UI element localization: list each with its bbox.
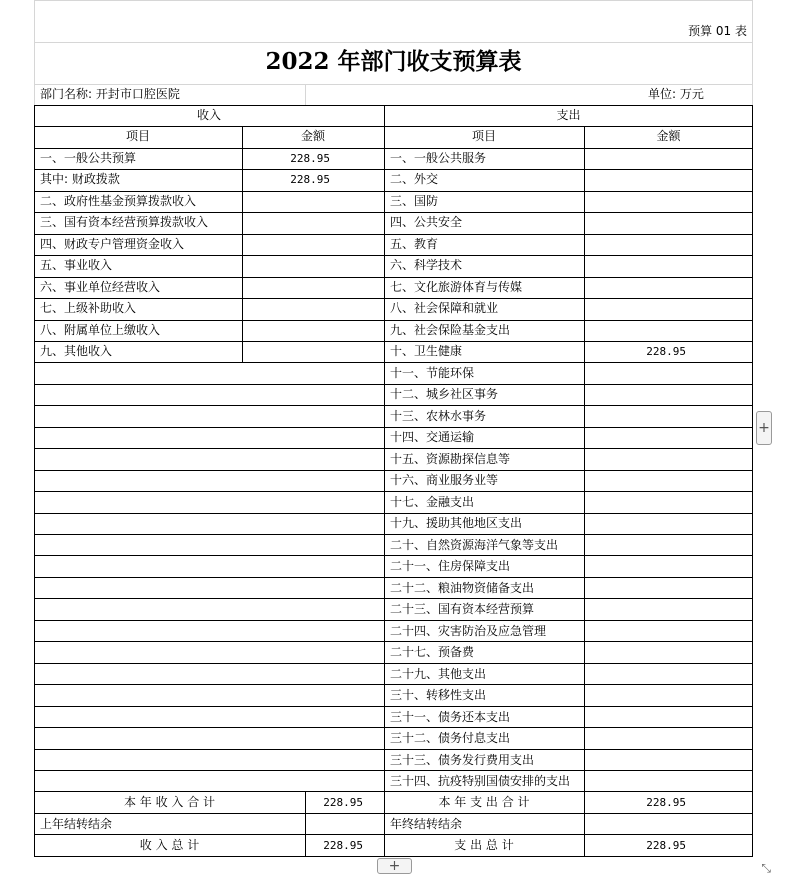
grid-line xyxy=(752,0,753,105)
income-amount: 228.95 xyxy=(290,173,330,186)
expense-item: 四、公共安全 xyxy=(390,215,463,229)
table-border xyxy=(384,105,385,856)
expense-item: 十四、交通运输 xyxy=(390,430,475,444)
expense-item: 二十一、住房保障支出 xyxy=(390,559,511,573)
resize-handle-icon[interactable]: ⤡ xyxy=(761,861,771,875)
table-border xyxy=(34,641,753,642)
expense-item: 十三、农林水事务 xyxy=(390,409,487,423)
table-border xyxy=(34,470,753,471)
carry-out-label: 年终结转结余 xyxy=(390,817,463,831)
table-border xyxy=(584,126,585,856)
expense-item: 十九、援助其他地区支出 xyxy=(390,516,523,530)
expense-amount: 228.95 xyxy=(646,345,686,358)
expense-item: 三十、转移性支出 xyxy=(390,688,487,702)
table-border xyxy=(34,105,753,106)
expense-year-total-amount: 228.95 xyxy=(646,796,686,809)
table-border xyxy=(34,169,753,170)
income-item-header: 项目 xyxy=(125,129,150,143)
table-border xyxy=(34,148,753,149)
table-border xyxy=(34,277,753,278)
income-grand-total-amount: 228.95 xyxy=(323,839,363,852)
expense-item: 三十四、抗疫特别国债安排的支出 xyxy=(390,774,571,788)
table-border xyxy=(34,341,753,342)
income-amount-header: 金额 xyxy=(300,129,325,143)
income-year-total-label: 本 年 收 入 合 计 xyxy=(123,795,216,809)
table-border xyxy=(752,105,753,856)
table-border xyxy=(34,598,753,599)
income-item: 六、事业单位经营收入 xyxy=(40,280,161,294)
grid-line xyxy=(34,0,753,1)
expense-item: 二、外交 xyxy=(390,172,439,186)
income-item: 三、国有资本经营预算拨款收入 xyxy=(40,215,209,229)
expense-item: 三、国防 xyxy=(390,194,439,208)
income-amount: 228.95 xyxy=(290,152,330,165)
table-border xyxy=(34,191,753,192)
table-border xyxy=(34,555,753,556)
income-grand-total-label: 收 入 总 计 xyxy=(139,838,200,852)
income-item: 七、上级补助收入 xyxy=(40,301,137,315)
table-border xyxy=(34,663,753,664)
table-border xyxy=(34,791,753,792)
table-border xyxy=(34,749,753,750)
income-section-header: 收入 xyxy=(196,108,221,122)
table-border xyxy=(34,255,753,256)
table-border xyxy=(34,234,753,235)
grid-line xyxy=(34,0,35,105)
table-border xyxy=(34,620,753,621)
table-border xyxy=(242,126,243,362)
expense-item: 七、文化旅游体育与传媒 xyxy=(390,280,523,294)
income-item: 八、附属单位上缴收入 xyxy=(40,323,161,337)
table-border xyxy=(34,298,753,299)
expense-item: 五、教育 xyxy=(390,237,439,251)
expense-item: 二十九、其他支出 xyxy=(390,667,487,681)
add-row-button[interactable]: + xyxy=(377,858,412,874)
expense-item: 十五、资源勘探信息等 xyxy=(390,452,511,466)
table-border xyxy=(34,384,753,385)
table-border xyxy=(34,834,753,835)
table-border xyxy=(34,105,35,856)
table-border xyxy=(34,706,753,707)
table-border xyxy=(34,856,753,857)
table-border xyxy=(34,813,753,814)
expense-item: 二十二、粮油物资储备支出 xyxy=(390,581,535,595)
income-item: 二、政府性基金预算拨款收入 xyxy=(40,194,197,208)
income-item: 其中: 财政拨款 xyxy=(40,172,120,186)
grid-line xyxy=(305,84,306,105)
department-label: 部门名称: 开封市口腔医院 xyxy=(40,87,180,101)
table-border xyxy=(34,770,753,771)
table-border xyxy=(34,448,753,449)
expense-item: 十、卫生健康 xyxy=(390,344,463,358)
expense-amount-header: 金额 xyxy=(656,129,681,143)
table-border xyxy=(34,405,753,406)
income-item: 四、财政专户管理资金收入 xyxy=(40,237,185,251)
grid-line xyxy=(34,84,753,85)
expense-year-total-label: 本 年 支 出 合 计 xyxy=(438,795,530,809)
add-column-button[interactable]: + xyxy=(756,411,772,445)
expense-grand-total-amount: 228.95 xyxy=(646,839,686,852)
table-border xyxy=(34,362,753,363)
income-year-total-amount: 228.95 xyxy=(323,796,363,809)
budget-sheet xyxy=(34,0,753,856)
unit-label: 单位: 万元 xyxy=(648,87,704,101)
table-border xyxy=(34,427,753,428)
expense-item: 三十二、债务付息支出 xyxy=(390,731,511,745)
expense-item: 十二、城乡社区事务 xyxy=(390,387,499,401)
income-item: 一、一般公共预算 xyxy=(40,151,137,165)
expense-section-header: 支出 xyxy=(556,108,581,122)
expense-item: 十一、节能环保 xyxy=(390,366,475,380)
expense-item-header: 项目 xyxy=(471,129,496,143)
expense-item: 十七、金融支出 xyxy=(390,495,475,509)
income-item: 五、事业收入 xyxy=(40,258,113,272)
expense-item: 二十四、灾害防治及应急管理 xyxy=(390,624,547,638)
form-code: 预算 01 表 xyxy=(688,24,747,38)
grid-line xyxy=(34,42,753,43)
expense-grand-total-label: 支 出 总 计 xyxy=(454,838,514,852)
expense-item: 十六、商业服务业等 xyxy=(390,473,499,487)
table-border xyxy=(34,534,753,535)
table-border xyxy=(34,513,753,514)
table-border xyxy=(34,491,753,492)
expense-item: 三十一、债务还本支出 xyxy=(390,710,511,724)
expense-item: 二十三、国有资本经营预算 xyxy=(390,602,535,616)
expense-item: 二十七、预备费 xyxy=(390,645,475,659)
expense-item: 八、社会保障和就业 xyxy=(390,301,499,315)
table-border xyxy=(34,212,753,213)
table-border xyxy=(34,727,753,728)
expense-item: 一、一般公共服务 xyxy=(390,151,487,165)
table-border xyxy=(305,792,306,856)
carry-in-label: 上年结转结余 xyxy=(40,817,113,831)
expense-item: 九、社会保险基金支出 xyxy=(390,323,511,337)
expense-item: 六、科学技术 xyxy=(390,258,463,272)
table-border xyxy=(34,320,753,321)
expense-item: 二十、自然资源海洋气象等支出 xyxy=(390,538,559,552)
income-item: 九、其他收入 xyxy=(40,344,113,358)
table-border xyxy=(34,577,753,578)
page-title: 2022 年部门收支预算表 xyxy=(265,48,522,75)
expense-item: 三十三、债务发行费用支出 xyxy=(390,753,535,767)
table-border xyxy=(34,684,753,685)
table-border xyxy=(34,126,753,127)
